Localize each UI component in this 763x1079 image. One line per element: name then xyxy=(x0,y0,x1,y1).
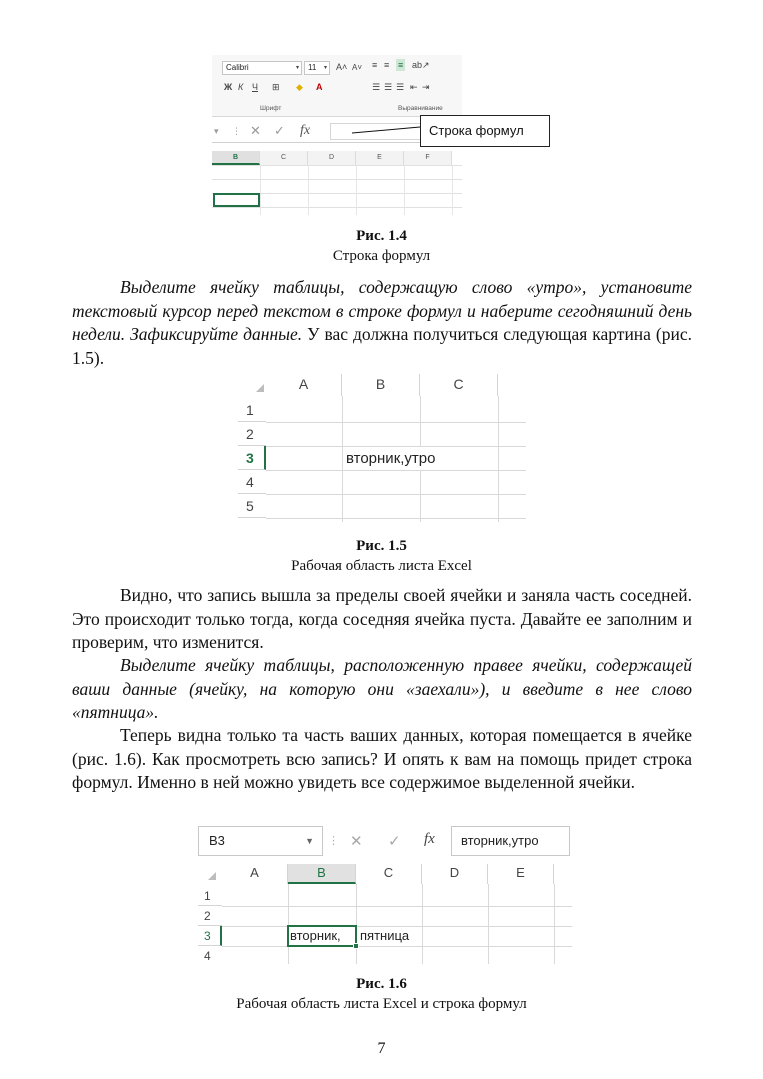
figure-1-4 xyxy=(212,55,557,215)
grid-line xyxy=(222,946,572,947)
cell-b3: вторник, xyxy=(290,928,341,943)
column-header-c[interactable]: C xyxy=(356,864,422,884)
align-right-icon[interactable]: ☰ xyxy=(396,82,405,92)
caption-text: Строка формул xyxy=(332,248,431,264)
align-left-icon[interactable]: ☰ xyxy=(372,82,381,92)
grid-line xyxy=(554,884,555,964)
paragraph-1-normal: У вас должна получиться следующая картина (рис. 1.5). xyxy=(72,324,692,368)
figure-1-6 xyxy=(198,826,572,964)
cancel-icon[interactable]: ✕ xyxy=(350,833,363,850)
column-header-a[interactable]: A xyxy=(266,374,342,396)
decrease-indent-icon[interactable]: ⇤ xyxy=(410,82,418,92)
column-header-b[interactable]: B xyxy=(342,374,420,396)
row-header-5[interactable]: 5 xyxy=(238,494,266,518)
group-label-font: Шрифт xyxy=(260,105,282,112)
paragraph-1 xyxy=(72,276,692,370)
grid-line xyxy=(452,165,453,215)
column-header-c[interactable]: C xyxy=(420,374,498,396)
column-header-d[interactable]: D xyxy=(422,864,488,884)
row-header-4[interactable]: 4 xyxy=(238,470,266,494)
grid-line xyxy=(498,396,499,522)
formula-input[interactable]: вторник,утро xyxy=(451,826,570,856)
font-name-box[interactable]: Calibri xyxy=(222,61,302,75)
chevron-down-icon[interactable]: ▼ xyxy=(305,836,314,846)
grid-line xyxy=(266,446,526,447)
grid-line xyxy=(212,179,462,180)
dots-icon: ⋮ xyxy=(232,126,241,136)
caption-number: Рис. 1.5 xyxy=(356,538,407,554)
formula-bar-callout: Строка формул xyxy=(420,115,550,147)
column-header-a[interactable]: A xyxy=(222,864,288,884)
figure-1-6-caption xyxy=(0,974,763,1014)
paragraph-2: Видно, что запись вышла за пределы своей ячейки и заняла часть соседней. Это происходит только тогда, когда соседняя ячейка пуста. Давайте ее заполним и проверим, что изменится. xyxy=(72,585,692,653)
shrink-font-button[interactable]: A˅ xyxy=(352,63,363,72)
row-header-2[interactable]: 2 xyxy=(198,906,222,926)
page-number: 7 xyxy=(377,1040,386,1057)
grid-line xyxy=(266,470,526,471)
caption-number: Рис. 1.4 xyxy=(356,228,407,244)
column-header-e[interactable]: E xyxy=(356,151,404,165)
enter-icon[interactable]: ✓ xyxy=(388,833,401,850)
grid-line xyxy=(266,494,526,495)
row-header-4[interactable]: 4 xyxy=(204,949,211,963)
column-header-b[interactable]: B xyxy=(288,864,356,884)
orientation-icon[interactable]: ab↗ xyxy=(412,60,430,70)
dots-icon: ⋮ xyxy=(328,835,339,847)
grid-line xyxy=(342,396,343,522)
row-header-3[interactable]: 3 xyxy=(198,926,222,946)
paragraph-3 xyxy=(72,654,692,725)
fill-color-icon[interactable]: ◆ xyxy=(296,82,303,92)
grid-line xyxy=(222,906,572,907)
grid-line xyxy=(308,165,309,215)
row-header-1[interactable]: 1 xyxy=(198,886,222,906)
row-header-3[interactable]: 3 xyxy=(238,446,266,470)
row-header-2[interactable]: 2 xyxy=(238,422,266,446)
underline-button[interactable]: Ч xyxy=(252,82,258,92)
column-header-c[interactable]: C xyxy=(260,151,308,165)
grid-line xyxy=(260,165,261,215)
align-top-icon[interactable]: ≡ xyxy=(372,60,378,70)
grid-line xyxy=(356,884,357,964)
grid-line xyxy=(222,926,572,927)
figure-1-5 xyxy=(238,374,526,522)
align-bottom-icon[interactable]: ≡ xyxy=(398,60,404,70)
chevron-down-icon[interactable]: ▾ xyxy=(324,65,328,71)
select-all-corner[interactable] xyxy=(208,872,216,880)
grid-line xyxy=(212,207,462,208)
cell-c3[interactable]: пятница xyxy=(360,928,410,943)
grid-line xyxy=(404,165,405,215)
grid-line xyxy=(288,884,289,964)
bold-button[interactable]: Ж xyxy=(224,82,233,92)
select-all-corner[interactable] xyxy=(256,384,264,392)
insert-function-icon[interactable]: fx xyxy=(300,123,311,138)
enter-icon[interactable]: ✓ xyxy=(274,123,285,138)
grid-line xyxy=(266,422,526,423)
align-middle-icon[interactable]: ≡ xyxy=(384,60,390,70)
grid-line xyxy=(212,165,462,166)
grid-line xyxy=(488,884,489,964)
paragraph-3-italic: Выделите ячейку таблицы, расположенную правее ячейки, содержащей ваши данные (ячейку, на которую они «заехали»), и введите в нее слово «пятница». xyxy=(72,655,692,723)
fill-handle[interactable] xyxy=(353,943,359,949)
grow-font-button[interactable]: A˄ xyxy=(336,62,348,72)
increase-indent-icon[interactable]: ⇥ xyxy=(422,82,430,92)
italic-button[interactable]: К xyxy=(238,82,244,92)
figure-1-5-caption xyxy=(0,536,763,576)
chevron-down-icon[interactable]: ▾ xyxy=(214,126,219,136)
column-header-e[interactable]: E xyxy=(488,864,554,884)
selected-cell[interactable] xyxy=(213,193,260,207)
paragraph-4: Теперь видна только та часть ваших данных, которая помещается в ячейке (рис. 1.6). Как просмотреть всю запись? И опять к вам на помощь придет строка формул. Именно в ней можно увидеть все содержимое выделенной ячейки. xyxy=(72,725,692,793)
paragraph-1-italic: Выделите ячейку таблицы, содержащую слово «утро», установите текстовый курсор перед текстом в строке формул и наберите сегодняшний день недели. Зафиксируйте данные. xyxy=(72,277,692,345)
grid-line xyxy=(422,884,423,964)
sheet-grid xyxy=(212,151,462,215)
caption-text: Рабочая область листа Excel xyxy=(291,558,472,574)
cell-b3[interactable]: вторник,утро xyxy=(346,450,436,467)
grid-line xyxy=(356,165,357,215)
row-header-1[interactable]: 1 xyxy=(238,398,266,422)
group-label-alignment: Выравнивание xyxy=(398,105,443,112)
selected-cell-b3[interactable] xyxy=(287,925,357,947)
font-size-box[interactable]: 11 xyxy=(304,61,330,75)
grid-line xyxy=(420,396,421,446)
font-color-icon[interactable]: A xyxy=(316,82,323,92)
name-box[interactable] xyxy=(198,826,323,856)
grid-line xyxy=(266,518,526,519)
borders-icon[interactable]: ⊞ xyxy=(272,82,280,92)
grid-line xyxy=(420,470,421,522)
caption-text: Рабочая область листа Excel и строка формул xyxy=(236,996,527,1012)
caption-number: Рис. 1.6 xyxy=(356,976,407,992)
align-center-icon[interactable]: ☰ xyxy=(384,82,393,92)
figure-1-4-caption xyxy=(0,226,763,266)
insert-function-icon[interactable]: fx xyxy=(424,831,435,847)
column-header-f[interactable]: F xyxy=(404,151,452,165)
name-box-value: B3 xyxy=(209,833,225,848)
column-header-b[interactable]: B xyxy=(212,151,260,165)
chevron-down-icon[interactable]: ▾ xyxy=(296,65,300,71)
column-header-d[interactable]: D xyxy=(308,151,356,165)
cancel-icon[interactable]: ✕ xyxy=(250,123,261,138)
